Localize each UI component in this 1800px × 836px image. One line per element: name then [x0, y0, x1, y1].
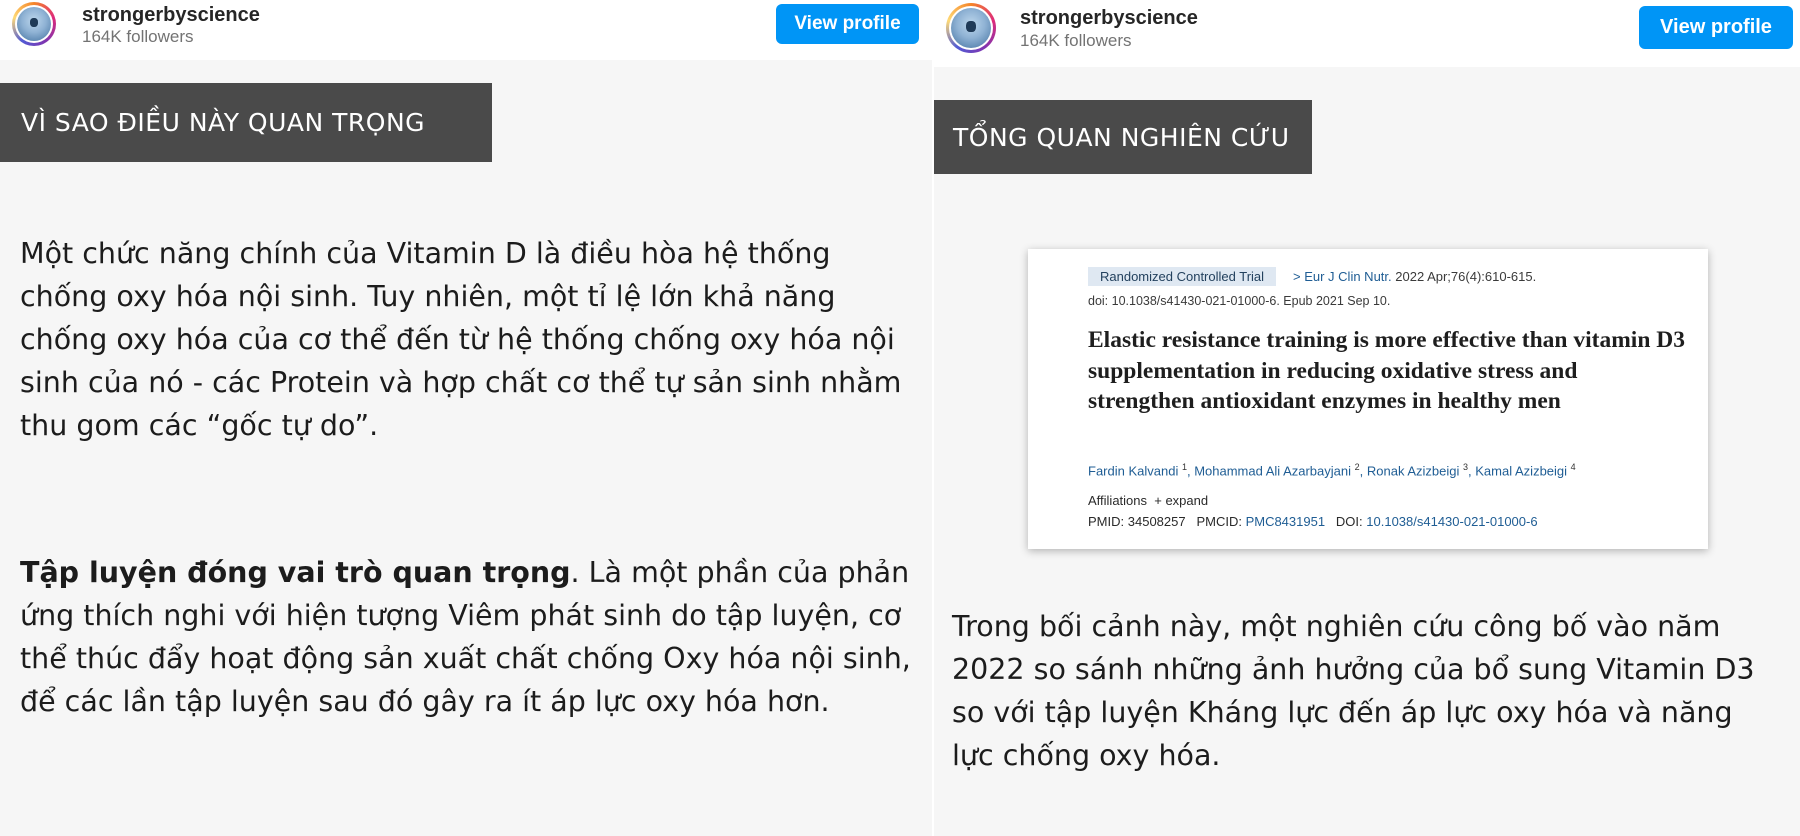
pmid-value: 34508257 [1127, 514, 1186, 529]
profile-header [0, 0, 932, 60]
author-sup[interactable]: 2 [1354, 462, 1360, 472]
author-link[interactable]: Fardin Kalvandi [1088, 463, 1179, 479]
section-banner: VÌ SAO ĐIỀU NÀY QUAN TRỌNG [0, 83, 492, 162]
avatar[interactable] [946, 3, 996, 53]
article-title: Elastic resistance training is more effective than vitamin D3 supplementation in reducing oxidative stress and strengthen antioxidant enzymes in healthy men [1088, 327, 1685, 414]
view-profile-button[interactable]: View profile [1639, 6, 1793, 49]
pmcid-link[interactable]: PMC8431951 [1245, 514, 1326, 529]
identifiers-row [1088, 514, 1538, 529]
body-paragraph-2 [20, 551, 915, 723]
author-link[interactable]: Ronak Azizbeigi [1366, 463, 1460, 479]
pmcid-label: PMCID: [1196, 514, 1242, 529]
avatar[interactable] [12, 2, 56, 46]
view-profile-button[interactable]: View profile [776, 4, 919, 44]
author-sup[interactable]: 4 [1570, 462, 1576, 472]
profile-username[interactable]: strongerbyscience [82, 4, 260, 26]
profile-header [934, 0, 1800, 67]
profile-username[interactable]: strongerbyscience [1020, 7, 1198, 29]
publication-type-badge: Randomized Controlled Trial [1088, 267, 1276, 286]
profile-followers: 164K followers [1020, 31, 1132, 50]
chevron-right-icon: > [1293, 269, 1301, 284]
author-link[interactable]: Mohammad Ali Azarbayjani [1194, 463, 1352, 479]
affiliations-row [1088, 493, 1208, 508]
journal-link[interactable]: Eur J Clin Nutr. [1304, 269, 1392, 284]
author-sup[interactable]: 3 [1463, 462, 1469, 472]
affiliations-label: Affiliations [1088, 493, 1148, 508]
pmid-label: PMID: [1088, 514, 1125, 529]
author-link[interactable]: Kamal Azizbeigi [1475, 463, 1568, 479]
avatar-frame [949, 6, 993, 50]
author-sup[interactable]: 1 [1181, 462, 1187, 472]
doi-line: doi: 10.1038/s41430-021-01000-6. Epub 2021 Sep 10. [1088, 294, 1391, 308]
avatar-image [17, 7, 51, 41]
profile-followers: 164K followers [82, 27, 194, 46]
paragraph-text: . Là một phần của phản ứng thích nghi với hiện tượng Viêm phát sinh do tập luyện, cơ thể thúc đẩy hoạt động sản xuất chất chống Oxy hóa nội sinh, để các lần tập luyện sau đó gây ra ít áp lực oxy hóa hơn. [20, 556, 911, 718]
article-card [1028, 249, 1708, 549]
emphasis-text: Tập luyện đóng vai trò quan trọng [20, 556, 571, 589]
avatar-frame [15, 5, 53, 43]
right-post-panel [934, 0, 1800, 836]
body-paragraph: Một chức năng chính của Vitamin D là điều hòa hệ thống chống oxy hóa nội sinh. Tuy nhiên, một tỉ lệ lớn khả năng chống oxy hóa của cơ thể đến từ hệ thống chống oxy hóa nội sinh của nó - các Protein và hợp chất cơ thể tự sản sinh nhằm thu gom các “gốc tự do”. [20, 237, 902, 442]
authors-list: Fardin Kalvandi $^1$, Mohammad Ali Azarbayjani $^2$, Ronak Azizbeigi $^3$, Kamal Azizbeigi $^4$ [1088, 462, 1576, 479]
citation-text: 2022 Apr;76(4):610-615. [1395, 269, 1537, 284]
body-paragraph: Trong bối cảnh này, một nghiên cứu công bố vào năm 2022 so sánh những ảnh hưởng của bổ sung Vitamin D3 so với tập luyện Kháng lực đến áp lực oxy hóa và năng lực chống oxy hóa. [952, 610, 1755, 772]
journal-citation [1293, 269, 1536, 284]
avatar-image [951, 8, 991, 48]
doi-label: DOI: [1335, 514, 1363, 529]
section-banner: TỔNG QUAN NGHIÊN CỨU [934, 100, 1312, 174]
expand-toggle[interactable]: + expand [1154, 493, 1209, 508]
doi-link[interactable]: 10.1038/s41430-021-01000-6 [1366, 514, 1538, 529]
